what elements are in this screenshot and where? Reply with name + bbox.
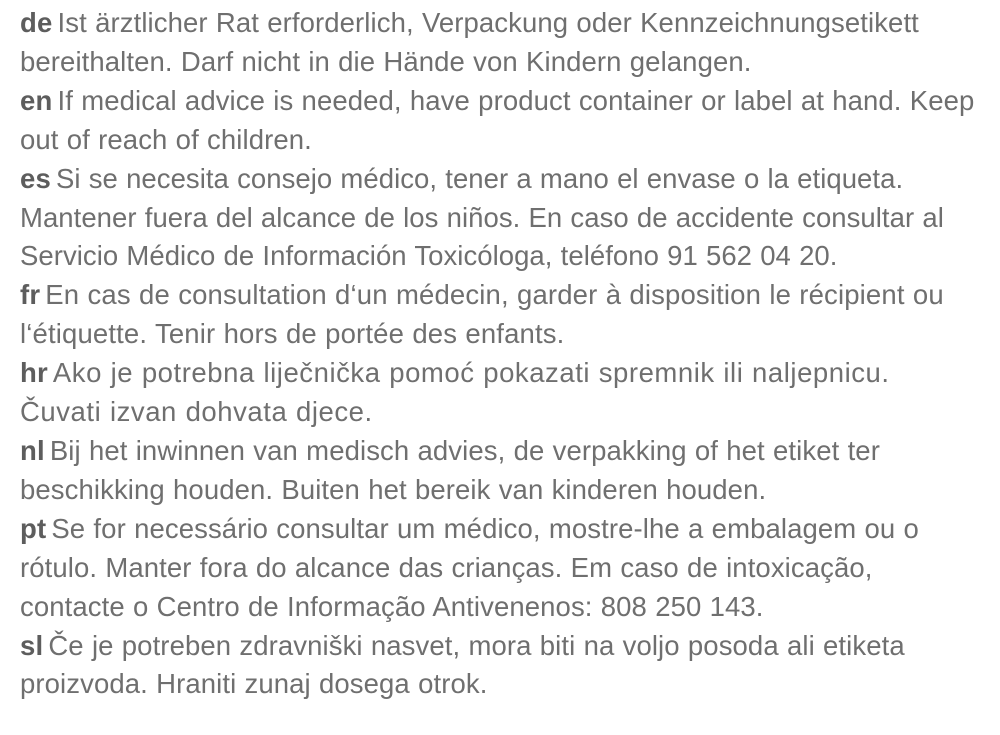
language-text-sl: Če je potreben zdravniški nasvet, mora biti na voljo posoda ali etiketa proizvoda. Hraniti zunaj dosega otrok. <box>20 629 905 700</box>
language-entry-pt <box>20 510 978 627</box>
language-text-es: Si se necesita consejo médico, tener a mano el envase o la etiqueta. Mantener fuera del alcance de los niños. En caso de accidente consultar al Servicio Médico de Información Toxicóloga, teléfono 91 562 04 20. <box>20 162 944 272</box>
language-code-nl: nl <box>20 434 45 466</box>
language-code-en: en <box>20 84 53 116</box>
language-code-es: es <box>20 162 51 194</box>
language-text-hr: Ako je potrebna liječnička pomoć pokazati spremnik ili naljepnicu. Čuvati izvan dohvata djece. <box>20 357 890 428</box>
language-text-fr: En cas de consultation d‘un médecin, garder à disposition le récipient ou l‘étiquette. Tenir hors de portée des enfants. <box>20 279 944 350</box>
language-code-de: de <box>20 7 53 38</box>
language-text-nl: Bij het inwinnen van medisch advies, de verpakking of het etiket ter beschikking houden. Buiten het bereik van kinderen houden. <box>20 434 880 505</box>
language-entry-en <box>20 82 978 160</box>
language-code-fr: fr <box>20 279 41 311</box>
language-text-pt: Se for necessário consultar um médico, mostre-lhe a embalagem ou o rótulo. Manter fora do alcance das crianças. Em caso de intoxicação, contacte o Centro de Informação Antivenenos: 808 250 143. <box>20 512 919 622</box>
language-code-pt: pt <box>20 512 47 544</box>
language-entry-hr <box>20 354 978 432</box>
language-entry-de <box>20 4 978 82</box>
language-entry-es <box>20 160 978 277</box>
language-text-de: Ist ärztlicher Rat erforderlich, Verpackung oder Kennzeichnungsetikett bereithalten. Darf nicht in die Hände von Kindern gelangen. <box>20 7 919 77</box>
language-entry-fr <box>20 276 978 354</box>
language-text-en: If medical advice is needed, have product container or label at hand. Keep out of reach of children. <box>20 84 975 155</box>
language-code-hr: hr <box>20 357 48 389</box>
language-entry-nl <box>20 432 978 510</box>
language-entry-sl <box>20 627 978 705</box>
language-code-sl: sl <box>20 629 44 661</box>
